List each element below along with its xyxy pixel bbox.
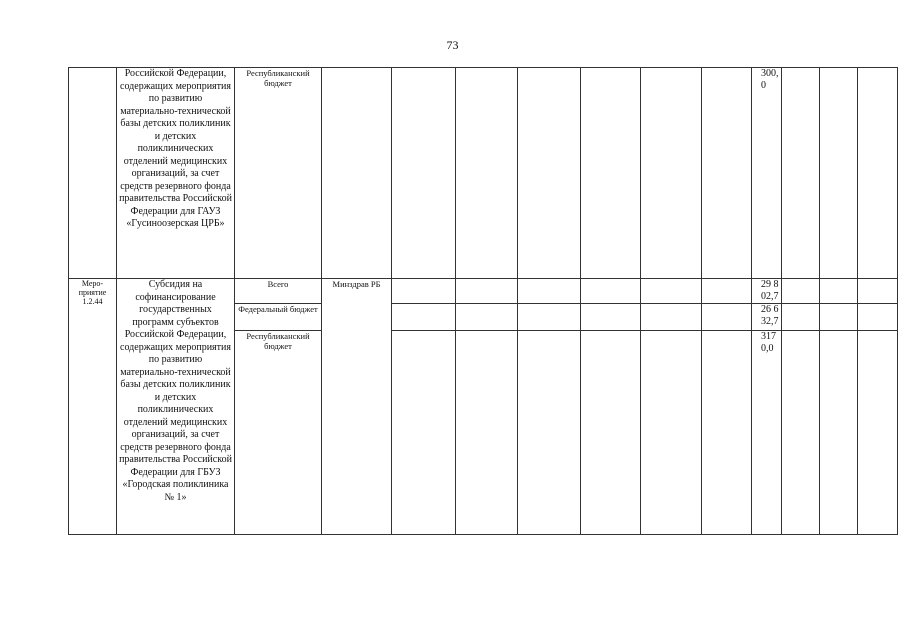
amount-cell: 26 6 32,7 bbox=[752, 304, 782, 331]
empty-cell bbox=[858, 304, 898, 331]
funding-source-cell: Республиканский бюджет bbox=[235, 331, 322, 535]
executor-cell bbox=[322, 68, 392, 279]
table-row bbox=[69, 279, 898, 304]
executor-cell: Минздрав РБ bbox=[322, 279, 392, 535]
event-id-cell bbox=[69, 68, 117, 279]
empty-cell bbox=[641, 68, 702, 279]
empty-cell bbox=[858, 279, 898, 304]
empty-cell bbox=[641, 331, 702, 535]
empty-cell bbox=[782, 279, 820, 304]
empty-cell bbox=[581, 279, 641, 304]
table-row bbox=[69, 68, 898, 279]
empty-cell bbox=[392, 279, 456, 304]
empty-cell bbox=[858, 331, 898, 535]
amount-cell: 317 0,0 bbox=[752, 331, 782, 535]
empty-cell bbox=[702, 331, 752, 535]
empty-cell bbox=[456, 304, 518, 331]
event-description-cell: Российской Федерации, содержащих мероприятия по развитию материально-технической базы детских поликлиник и детских поликлинических отделений медицинских организаций, за счет средств резервного фонда правительства Российской Федерации для ГАУЗ «Гусиноозерская ЦРБ» bbox=[117, 68, 235, 279]
event-description-cell: Субсидия на софинансирование государственных программ субъектов Российской Федерации, содержащих мероприятия по развитию материально-технической базы детских поликлиник и детских поликлинических отделений медицинских организаций, за счет средств резервного фонда правительства Российской Федерации для ГБУЗ «Городская поликлиника № 1» bbox=[117, 279, 235, 535]
empty-cell bbox=[820, 304, 858, 331]
empty-cell bbox=[641, 304, 702, 331]
empty-cell bbox=[518, 68, 581, 279]
funding-source-cell: Всего bbox=[235, 279, 322, 304]
empty-cell bbox=[820, 331, 858, 535]
empty-cell bbox=[858, 68, 898, 279]
empty-cell bbox=[392, 68, 456, 279]
empty-cell bbox=[392, 304, 456, 331]
empty-cell bbox=[392, 331, 456, 535]
empty-cell bbox=[782, 304, 820, 331]
empty-cell bbox=[456, 331, 518, 535]
empty-cell bbox=[581, 68, 641, 279]
funding-source-cell: Республиканский бюджет bbox=[235, 68, 322, 279]
empty-cell bbox=[820, 279, 858, 304]
empty-cell bbox=[820, 68, 858, 279]
amount-cell: 300, 0 bbox=[752, 68, 782, 279]
empty-cell bbox=[782, 68, 820, 279]
page-number: 73 bbox=[446, 38, 459, 52]
empty-cell bbox=[581, 304, 641, 331]
budget-table bbox=[68, 67, 898, 535]
empty-cell bbox=[702, 68, 752, 279]
empty-cell bbox=[456, 279, 518, 304]
empty-cell bbox=[518, 331, 581, 535]
empty-cell bbox=[456, 68, 518, 279]
empty-cell bbox=[782, 331, 820, 535]
event-id-cell: Меро-приятие 1.2.44 bbox=[69, 279, 117, 535]
empty-cell bbox=[702, 304, 752, 331]
funding-source-cell: Федеральный бюджет bbox=[235, 304, 322, 331]
empty-cell bbox=[641, 279, 702, 304]
empty-cell bbox=[702, 279, 752, 304]
amount-cell: 29 8 02,7 bbox=[752, 279, 782, 304]
empty-cell bbox=[518, 279, 581, 304]
empty-cell bbox=[581, 331, 641, 535]
empty-cell bbox=[518, 304, 581, 331]
